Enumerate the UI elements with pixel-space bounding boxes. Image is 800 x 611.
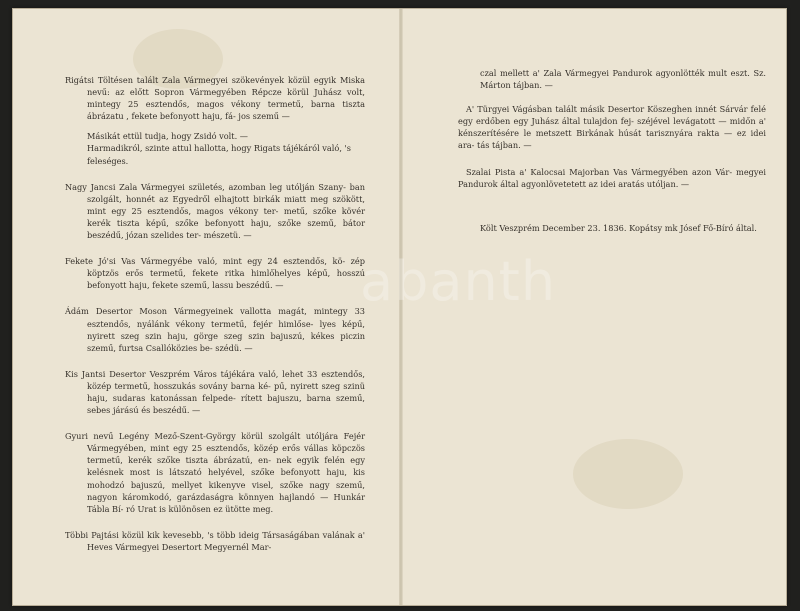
continuation-text: czal mellett a' Zala Vármegyei Pandurok agyonlötték mult eszt. Sz. Márton tájban. — [480, 68, 766, 91]
watermark: abanth [360, 250, 557, 313]
entry-tobbi: Többi Pajtási közül kik kevesebb, 's több ideig Társaságában valának a' Heves Vármegyei Desertort Megyernél Mar- [65, 529, 365, 552]
entry-adam: Ádám Desertor Moson Vármegyeinek vallotta magát, mintegy 33 esztendős, nyálánk vékony termetű, fejér himlőse- lyes képű, nyirett szeg szin haju, görge szeg szin bajuszú, kékes piczin szemű, furtsa Csallóközies be- szédü. — [65, 306, 365, 353]
entry-fekete-josi: Fekete Jó'si Vas Vármegyébe való, mint egy 24 esztendős, kö- zép köptzös erős termetű, fekete ritka himlőhelyes képű, hosszú befonyott haju, fekete szemű, lassu beszédű. — [65, 256, 365, 291]
signature-line: Költ Veszprém December 23. 1836. Kopátsy mk Jósef Fő-Bíró által. [480, 222, 757, 233]
left-column [65, 74, 365, 567]
entry-sub-notes: Másikát ettül tudja, hogy Zsidó volt. — Harmadikról, szinte attul hallotta, hogy Rigats tájékáról való, 's feleséges. [87, 131, 352, 166]
right-column [458, 67, 766, 234]
paper-stain [573, 439, 683, 509]
entry-kis-jantsi: Kis Jantsi Desertor Veszprém Város tájékára való, lehet 33 esztendős, közép termetű, hosszukás sovány barna ké- pű, nyirett szeg szinü haju, sudaras katonássan felpede- rített bajuszu, barna szemű, sebes járású és beszédű. — [65, 368, 365, 416]
entry-turgyei: A' Türgyei Vágásban talált másik Desertor Köszeghen innét Sárvár felé egy erdőben egy Juhász által tulajdon fej- széjével levágatott — midőn a' kénszerítésére le metszett Birkának húsát tarisznyára rakta — ez idei ara- tás tájban. — [458, 104, 766, 151]
entry-miska: Rigátsi Töltésen talált Zala Vármegyei szökevények közül egyik Miska nevű: az előtt Sopron Vármegyében Répcze körül Juhász volt, mintegy 25 esztendős, magos vékony termetű, barna tiszta ábrázatu , fekete befonyott haju, fá- jos szemű — [65, 75, 365, 122]
entry-szalai-pista: Szalai Pista a' Kalocsai Majorban Vas Vármegyében azon Vár- megyei Pandurok által agyonlövetetett az idei aratás utóljan. — [458, 166, 766, 189]
entry-nagy-jancsi: Nagy Jancsi Zala Vármegyei születés, azomban leg utólján Szany- ban szolgált, honnét az Egyedről elhajtott birkák miatt meg szökött, mint egy 25 esztendős, magos vékony ter- metű, szőke kövér kerék tiszta képű, szőke befonyott haju, szőke szemű, bátor beszédű, józan szelides ter- mészetü. — [65, 181, 365, 241]
entry-gyuri: Gyuri nevű Legény Mező-Szent-György körül szolgált utóljára Fejér Vármegyében, mint egy 25 esztendős, közép erős vállas köpczös termetű, kerék szőke tiszta ábrázatú, en- nek egyik felén egy kelésnek most is látszató helyével, szőke befonyott haju, kis mohodzó bajuszú, mellyet kikenyve visel, szőke nagy szemű, nagyon káromkodó, garázdaságra könnyen hajlandó — Hunkár Tábla Bí- ró Urat is különösen ez ütötte meg. [65, 431, 365, 514]
